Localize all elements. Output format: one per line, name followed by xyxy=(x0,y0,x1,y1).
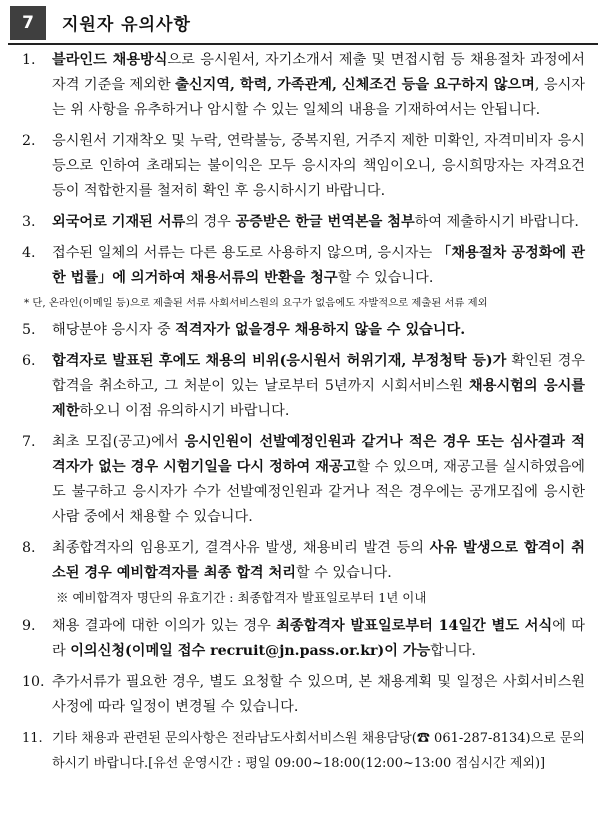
item-text: 기타 채용과 관련된 문의사항은 전라남도사회서비스원 채용담당(☎ 061-287-8134)으로 문의하시기 바랍니다.[유선 운영시간 : 평일 09:00~18:00(12:00~13:00 점심시간 제외)] xyxy=(52,731,585,771)
notice-item xyxy=(0,614,601,664)
item-text-bold: 「채용절차 공정화에 관한 법률」에 의거하여 채용서류의 반환을 청구 xyxy=(52,245,585,286)
item-text-bold: 사유 발생으로 합격이 취소된 경우 예비합격자를 최종 합격 처리 xyxy=(52,540,585,581)
item-text: 확인된 경우 합격을 취소하고, 그 처분이 있는 날로부터 5년까지 시회서비스원 xyxy=(52,353,585,394)
item-number: 11. xyxy=(22,731,43,746)
item-text-bold: 합격자로 발표된 후에도 채용의 비위(응시원서 허위기재, 부정청탁 등)가 xyxy=(52,353,507,369)
item-number: 2. xyxy=(22,133,36,149)
item-text: 으로 응시원서, 자기소개서 제출 및 면접시험 등 채용절차 과정에서 자격 기준을 제외한 xyxy=(52,52,585,93)
item-number: 6. xyxy=(22,353,36,369)
item-text: 추가서류가 필요한 경우, 별도 요청할 수 있으며, 본 채용계획 및 일정은 사회서비스원 사정에 따라 일정이 변경될 수 있습니다. xyxy=(52,674,585,715)
notice-item xyxy=(0,318,601,343)
item-text: 응시원서 기재착오 및 누락, 연락불능, 중복지원, 거주지 제한 미확인, 자격미비자 응시 등으로 인하여 초래되는 불이익은 모두 응시자의 책임이오니, 응시희망자는 자격요건 등이 적합한지를 철저히 확인 후 응시하시기 바랍니다. xyxy=(52,133,585,199)
item-text-bold: 최종합격자 발표일로부터 14일간 별도 서식 xyxy=(276,618,553,634)
item-text: 합니다. xyxy=(430,643,476,659)
item-text: , 응시자는 위 사항을 유추하거나 암시할 수 있는 일체의 내용을 기재하여서는 안됩니다. xyxy=(52,77,585,118)
item-text: 할 수 있습니다. xyxy=(295,565,392,581)
item-text-bold: 이의신청(이메일 접수 recruit@jn.pass.or.kr)이 가능 xyxy=(70,643,431,659)
item-text-bold: 응시인원이 선발예정인원과 같거나 적은 경우 또는 심사결과 적격자가 없는 경우 시험기일을 다시 정하여 재공고 xyxy=(52,434,585,475)
notice-item xyxy=(0,670,601,720)
item-text-bold: 공증받은 한글 번역본을 첨부 xyxy=(235,214,415,230)
item-number: 10. xyxy=(22,674,45,690)
item-number: 4. xyxy=(22,245,36,261)
item-text: 할 수 있으며, 재공고를 실시하였음에도 불구하고 응시자가 수가 선발예정인원과 같거나 적은 경우에는 공개모집에 응시한 사람 중에서 채용할 수 있습니다. xyxy=(52,459,585,525)
item-note: * 단, 온라인(이메일 등)으로 제출된 서류 사회서비스원의 요구가 없음에도 자발적으로 제출된 서류 제외 xyxy=(24,297,488,309)
item-number: 1. xyxy=(22,52,36,68)
item-text: 해당분야 응시자 중 xyxy=(52,322,176,338)
item-text: 채용 결과에 대한 이의가 있는 경우 xyxy=(52,618,277,634)
section-number-badge: 7 xyxy=(10,6,46,40)
item-text-bold: 출신지역, 학력, 가족관계, 신체조건 등을 요구하지 않으며 xyxy=(175,77,535,93)
notice-item xyxy=(0,129,601,204)
item-number: 3. xyxy=(22,214,36,230)
item-text-bold: 채용시험의 응시를 제한 xyxy=(52,378,585,419)
item-number: 5. xyxy=(22,322,36,338)
item-number: 7. xyxy=(22,434,36,450)
item-text-bold: 외국어로 기재된 서류 xyxy=(52,214,186,230)
notice-item xyxy=(0,726,601,776)
notice-item xyxy=(0,48,601,123)
item-text: 최종합격자의 임용포기, 결격사유 발생, 채용비리 발견 등의 xyxy=(52,540,430,556)
notice-item xyxy=(0,241,601,291)
item-text: 하여 제출하시기 바랍니다. xyxy=(414,214,579,230)
item-text: 에 따라 xyxy=(52,618,585,659)
item-number: 9. xyxy=(22,618,36,634)
item-text: 의 경우 xyxy=(185,214,236,230)
notice-item xyxy=(0,430,601,530)
item-text-bold: 블라인드 채용방식 xyxy=(52,52,168,68)
item-text: 하오니 이점 유의하시기 바랍니다. xyxy=(79,403,290,419)
notice-item xyxy=(0,536,601,586)
header-underline xyxy=(8,43,598,45)
item-text: 최초 모집(공고)에서 xyxy=(52,434,185,450)
notice-item xyxy=(0,210,601,235)
item-note: ※ 예비합격자 명단의 유효기간 : 최종합격자 발표일로부터 1년 이내 xyxy=(56,590,427,605)
item-text: 할 수 있습니다. xyxy=(337,270,434,286)
section-title: 지원자 유의사항 xyxy=(62,15,191,35)
section-header xyxy=(4,4,596,42)
item-text: 접수된 일체의 서류는 다른 용도로 사용하지 않으며, 응시자는 xyxy=(52,245,437,261)
notice-list xyxy=(0,48,601,782)
item-number: 8. xyxy=(22,540,36,556)
item-text-bold: 적격자가 없을경우 채용하지 않을 수 있습니다. xyxy=(175,322,466,338)
notice-item xyxy=(0,349,601,424)
